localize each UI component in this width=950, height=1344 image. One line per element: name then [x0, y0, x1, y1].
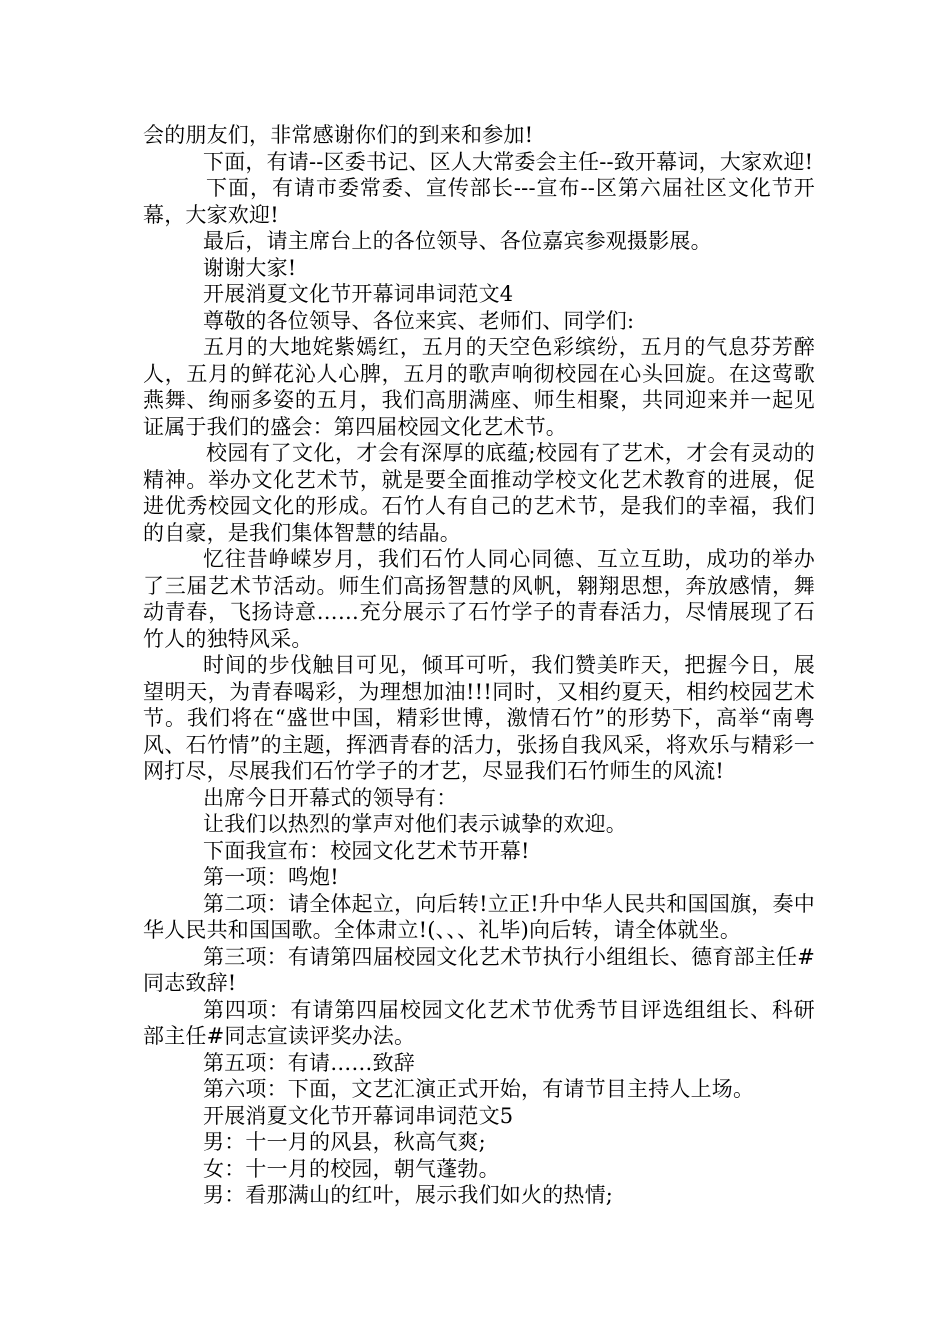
- paragraph-2: 下面，有请市委常委、宣传部长---宣布--区第六届社区文化节开幕，大家欢迎!: [143, 176, 815, 227]
- paragraph-22: 女：十一月的校园，朝气蓬勃。: [203, 1156, 500, 1181]
- paragraph-16: 第三项：有请第四届校园文化艺术节执行小组组长、德育部主任#同志致辞!: [143, 944, 815, 995]
- paragraph-21: 男：十一月的风县，秋高气爽;: [203, 1130, 486, 1154]
- paragraph-3: 最后，请主席台上的各位领导、各位嘉宾参观摄影展。: [203, 229, 712, 253]
- paragraph-6: 尊敬的各位领导、各位来宾、老师们、同学们:: [203, 308, 635, 333]
- section-heading-5: 开展消夏文化节开幕词串词范文5: [203, 1103, 514, 1128]
- paragraph-12: 让我们以热烈的掌声对他们表示诚挚的欢迎。: [203, 812, 627, 836]
- paragraph-0: 会的朋友们，非常感谢你们的到来和参加!: [143, 123, 534, 147]
- paragraph-8: 校园有了文化，才会有深厚的底蕴;校园有了艺术，才会有灵动的精神。举办文化艺术节，就是要全面推动学校文化艺术教育的进展，促进优秀校园文化的形成。石竹人有自己的艺术节，是我们的幸福，我们的自豪，是我们集体智慧的结晶。: [143, 441, 815, 545]
- paragraph-4: 谢谢大家!: [203, 255, 297, 280]
- paragraph-10: 时间的步伐触目可见，倾耳可听，我们赞美昨天，把握今日，展望明天，为青春喝彩，为理想加油!!!同时，又相约夏天，相约校园艺术节。我们将在“盛世中国，精彩世博，激情石竹”的形势下，高举“南粤风、石竹情”的主题，挥洒青春的活力，张扬自我风采，将欢乐与精彩一网打尽，尽展我们石竹学子的才艺，尽显我们石竹师生的风流!: [143, 653, 815, 783]
- paragraph-1: 下面，有请--区委书记、区人大常委会主任--致开幕词，大家欢迎!: [203, 149, 814, 174]
- paragraph-23: 男：看那满山的红叶，展示我们如火的热情;: [203, 1183, 614, 1207]
- paragraph-14: 第一项：鸣炮!: [203, 865, 339, 889]
- paragraph-7: 五月的大地姹紫嫣红，五月的天空色彩缤纷，五月的气息芬芳醉人，五月的鲜花沁人心脾，五月的歌声响彻校园在心头回旋。在这莺歌燕舞、绚丽多姿的五月，我们高朋满座、师生相聚，共同迎来并一起见证属于我们的盛会：第四届校园文化艺术节。: [143, 335, 815, 439]
- paragraph-13: 下面我宣布：校园文化艺术节开幕!: [203, 838, 530, 863]
- paragraph-9: 忆往昔峥嵘岁月，我们石竹人同心同德、互立互助，成功的举办了三届艺术节活动。师生们高扬智慧的风帆，翱翔思想，奔放感情，舞动青春，飞扬诗意……充分展示了石竹学子的青春活力，尽情展现了石竹人的独特风采。: [143, 547, 815, 651]
- section-heading-4: 开展消夏文化节开幕词串词范文4: [203, 282, 514, 306]
- paragraph-11: 出席今日开幕式的领导有：: [203, 785, 458, 810]
- paragraph-18: 第五项：有请……致辞: [203, 1050, 415, 1075]
- paragraph-17: 第四项：有请第四届校园文化艺术节优秀节目评选组组长、科研部主任#同志宣读评奖办法。: [143, 997, 815, 1048]
- paragraph-19: 第六项：下面，文艺汇演正式开始，有请节目主持人上场。: [203, 1077, 755, 1101]
- paragraph-15: 第二项：请全体起立，向后转!立正!升中华人民共和国国旗，奏中华人民共和国国歌。全体肃立!(、、、礼毕)向后转，请全体就坐。: [143, 891, 815, 942]
- document-body: [143, 122, 815, 1209]
